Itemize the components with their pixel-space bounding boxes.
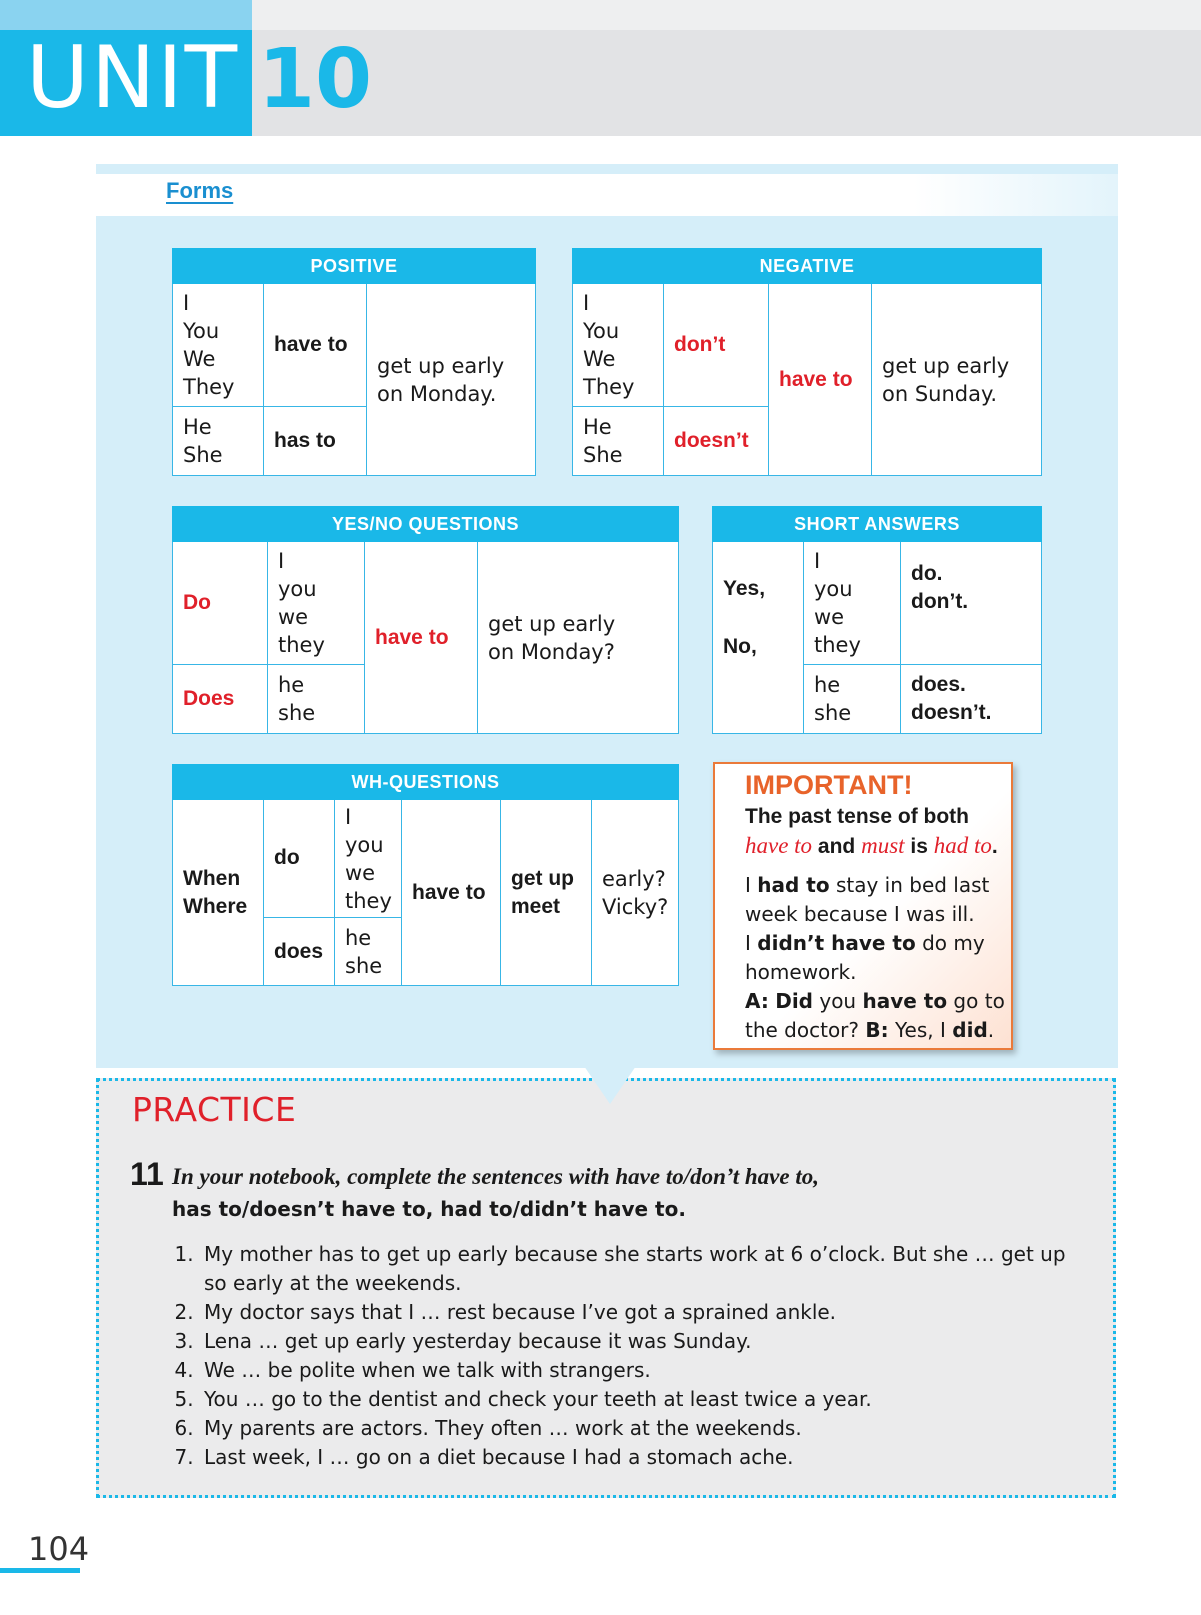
page-number-underline [0,1568,80,1573]
forms-title: Forms [166,178,234,203]
negative-heading: NEGATIVE [573,249,1042,284]
short-heading: SHORT ANSWERS [713,507,1042,542]
important-examples [745,871,1011,1045]
list-item: 5. You … go to the dentist and check your teeth at least twice a year. [200,1385,1080,1414]
wh-subjects-plural: I you we they [335,800,402,918]
list-item: 3. Lena … get up early yesterday because it was Sunday. [200,1327,1080,1356]
wh-aux-singular: does [264,918,335,986]
negative-subjects-plural: I You We They [573,284,664,407]
example-2: I didn’t have to do my homework. [745,931,985,984]
short-yes: Yes, [723,576,766,600]
rule-and: and [817,835,856,858]
positive-verb-plural: have to [264,284,367,407]
exercise-number: 11 [130,1156,164,1192]
yesno-table [172,506,679,734]
practice-title: PRACTICE [132,1090,297,1129]
short-answers-singular: does. doesn’t. [901,665,1042,734]
example-3: A: Did you have to go to the doctor? B: Yes, I did. [745,989,1005,1042]
short-answers-table [712,506,1042,734]
yesno-aux-singular: Does [173,665,268,734]
short-subjects-plural: I you we they [804,542,901,665]
short-answers-plural: do. don’t. [901,542,1042,665]
yesno-subjects-singular: he she [268,665,365,734]
list-item: 1. My mother has to get up early because she starts work at 6 o’clock. But she … get up so early at the weekends. [200,1240,1080,1298]
wh-verb: have to [402,800,501,986]
practice-notch [584,1066,636,1104]
yesno-aux-plural: Do [173,542,268,665]
yesno-subjects-plural: I you we they [268,542,365,665]
header-bar [252,30,1201,136]
positive-subjects-singular: He She [173,407,264,476]
positive-verb-singular: has to [264,407,367,476]
negative-rest: get up early on Sunday. [872,284,1042,476]
positive-rest: get up early on Monday. [367,284,536,476]
positive-heading: POSITIVE [173,249,536,284]
positive-table [172,248,536,476]
unit-number: 10 [258,32,373,127]
instruction-line-2: has to/doesn’t have to, had to/didn’t have to. [172,1197,686,1221]
negative-aux-singular: doesn’t [664,407,769,476]
rule-have: have to [745,833,813,858]
yesno-verb: have to [365,542,478,734]
exercise-items [170,1240,1080,1472]
list-item: 2. My doctor says that I … rest because I’ve got a sprained ankle. [200,1298,1080,1327]
yesno-rest: get up early on Monday? [478,542,679,734]
list-item: 6. My parents are actors. They often … work at the weekends. [200,1414,1080,1443]
wh-heading: WH-QUESTIONS [173,765,679,800]
rule-dot: . [991,835,998,858]
rule-is: is [910,835,928,858]
short-no: No, [723,634,757,658]
page-number: 104 [28,1530,90,1568]
list-item: 7. Last week, I … go on a diet because I had a stomach ache. [200,1443,1080,1472]
short-subjects-singular: he she [804,665,901,734]
important-title: IMPORTANT! [745,770,913,800]
negative-subjects-singular: He She [573,407,664,476]
important-rule [745,802,1011,861]
wh-table [172,764,679,986]
wh-aux-plural: do [264,800,335,918]
short-yes-no [713,542,804,734]
rule-a: The past tense of both [745,805,970,828]
header-unit-top [0,0,252,30]
wh-words: When Where [173,800,264,986]
instruction-line-1: In your notebook, complete the sentences with have to/don’t have to, [172,1164,819,1189]
important-box [713,762,1013,1050]
example-1: I had to stay in bed last week because I was ill. [745,873,990,926]
list-item: 4. We … be polite when we talk with strangers. [200,1356,1080,1385]
negative-verb: have to [769,284,872,476]
positive-subjects-plural: I You We They [173,284,264,407]
wh-rest: early? Vicky? [592,800,679,986]
yesno-heading: YES/NO QUESTIONS [173,507,679,542]
forms-strip [96,174,1118,216]
unit-word: UNIT [26,28,240,128]
negative-aux-plural: don’t [664,284,769,407]
negative-table [572,248,1042,476]
rule-must: must [861,833,905,858]
rule-had: had to [933,833,992,858]
header-top-band [252,0,1201,30]
wh-subjects-singular: he she [335,918,402,986]
wh-main-verbs: get up meet [501,800,592,986]
